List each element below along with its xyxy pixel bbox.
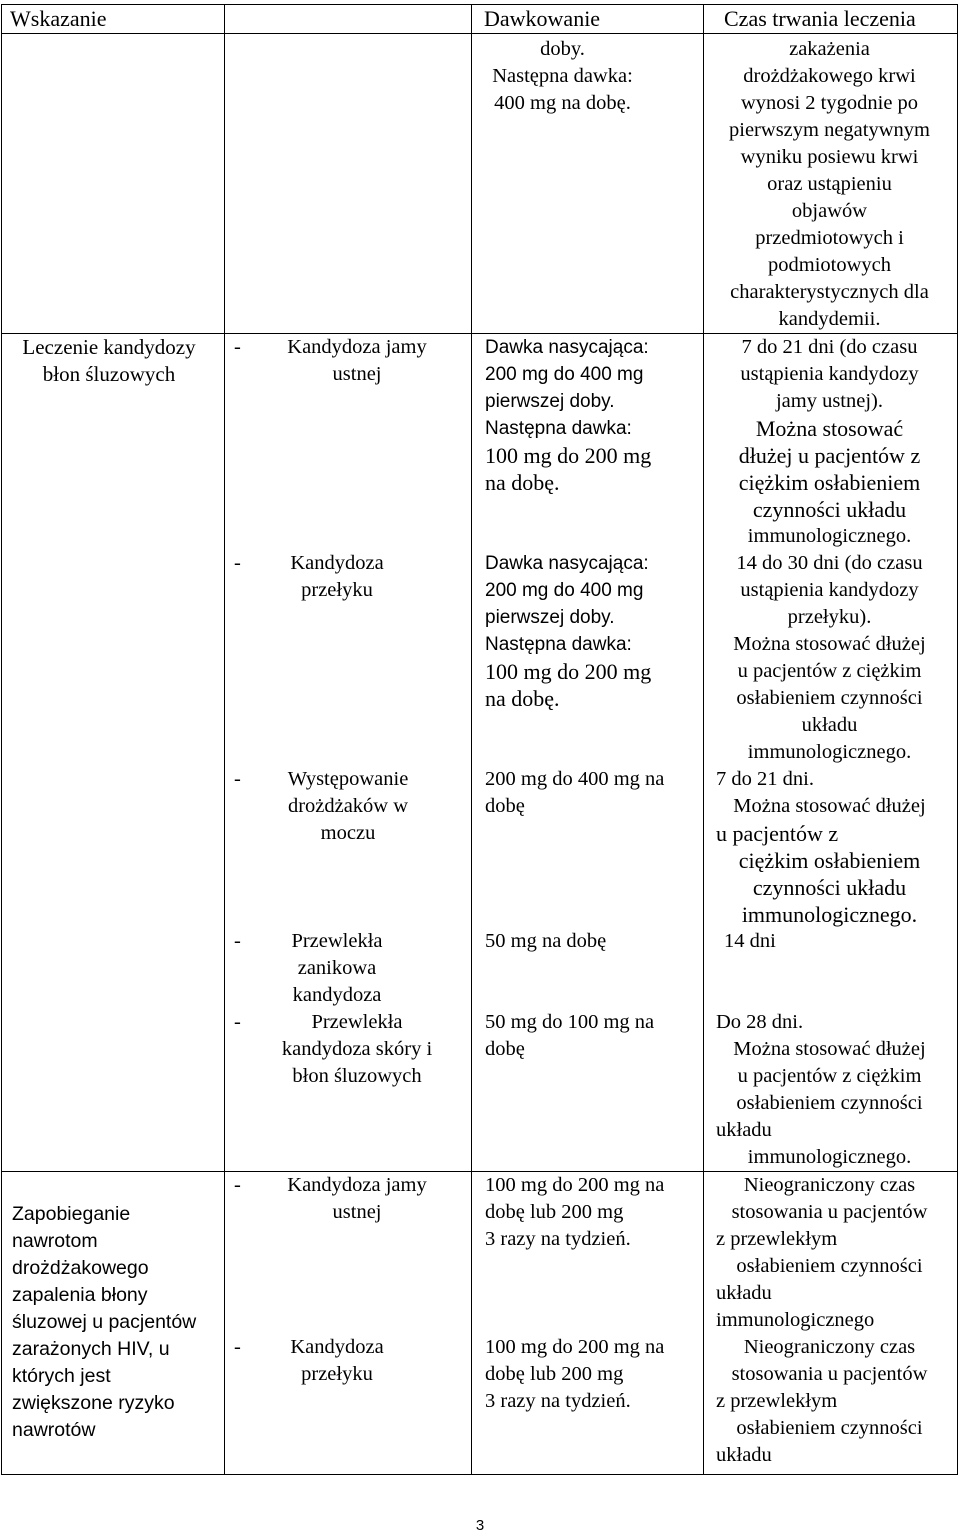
duration-line: osłabieniem czynności [736, 1092, 923, 1114]
duration-line: osłabieniem czynności [736, 1255, 923, 1277]
duration-line: osłabieniem czynności [736, 1417, 923, 1439]
sub-line: Przewlekła [311, 1011, 403, 1033]
duration-line: objawów [791, 200, 868, 222]
list-dash: - [234, 1336, 241, 1358]
cell-subindication [225, 550, 472, 766]
duration-line: Można stosować dłużej [733, 795, 926, 817]
cell-subindication [225, 1009, 472, 1172]
header-duration: Czas trwania leczenia [704, 5, 958, 34]
dose-line: Dawka nasycająca: [485, 553, 649, 574]
cell-dose [472, 334, 704, 551]
cell-subindication [225, 1172, 472, 1335]
duration-line: układu [801, 714, 858, 736]
duration-line: immunologicznego [716, 1309, 875, 1331]
duration-line: stosowania u pacjentów [731, 1201, 928, 1223]
sub-line: błon śluzowych [292, 1065, 422, 1087]
duration-line: jamy ustnej). [775, 390, 884, 412]
indication-line: nawrotom [12, 1230, 98, 1253]
dose-line: 400 mg na dobę. [494, 92, 631, 114]
table-row [2, 1009, 958, 1172]
duration-line: 14 do 30 dni (do czasu [736, 552, 923, 574]
cell-sub-empty [225, 34, 472, 334]
dose-line: 200 mg do 400 mg na [485, 768, 665, 790]
duration-line: stosowania u pacjentów [731, 1363, 928, 1385]
indication-line: błon śluzowych [42, 362, 176, 386]
sub-line: zanikowa [297, 957, 377, 979]
cell-indication [2, 1172, 225, 1475]
indication-line: śluzowej u pacjentów [12, 1311, 197, 1334]
dose-line: 100 mg do 200 mg [485, 443, 652, 468]
duration-line: drożdżakowego krwi [743, 65, 916, 87]
sub-line: Kandydoza [290, 552, 384, 574]
header-subindication [225, 5, 472, 34]
duration-line: podmiotowych [768, 254, 891, 276]
cell-duration [704, 550, 958, 766]
duration-line: przedmiotowych i [755, 227, 904, 249]
dose-line: Następna dawka: [485, 418, 632, 439]
cell-dose [472, 1334, 704, 1474]
indication-line: Zapobieganie [12, 1203, 131, 1226]
duration-line: immunologicznego. [741, 902, 918, 927]
dose-line: dobę lub 200 mg [485, 1201, 624, 1223]
sub-line: ustnej [332, 1201, 382, 1223]
dose-line: dobę [485, 1038, 525, 1060]
dose-line: 100 mg do 200 mg [485, 659, 652, 684]
duration-line: zakażenia [789, 38, 870, 60]
table-row [2, 34, 958, 334]
duration-line: ciężkim osłabieniem [738, 470, 921, 495]
dose-line: 200 mg do 400 mg [485, 580, 644, 601]
duration-line: osłabieniem czynności [736, 687, 923, 709]
indication-line: zapalenia błony [12, 1284, 148, 1307]
table-row [2, 334, 958, 551]
list-dash: - [234, 336, 241, 358]
sub-line: Kandydoza jamy [287, 336, 427, 358]
dose-line: pierwszej doby. [485, 607, 615, 628]
duration-line: charakterystycznych dla [730, 281, 929, 303]
duration-line: dłużej u pacjentów z [738, 443, 921, 468]
list-dash: - [234, 552, 241, 574]
sub-line: kandydoza skóry i [281, 1038, 433, 1060]
dose-line: pierwszej doby. [485, 391, 615, 412]
sub-line: Kandydoza [290, 1336, 384, 1358]
page-number: 3 [475, 1517, 485, 1534]
duration-line: ciężkim osłabieniem [738, 848, 921, 873]
cell-indication-empty [2, 34, 225, 334]
cell-dose [472, 1172, 704, 1335]
dose-line: dobę lub 200 mg [485, 1363, 624, 1385]
duration-line: u pacjentów z ciężkim [737, 1065, 922, 1087]
cell-subindication [225, 334, 472, 551]
cell-duration [704, 766, 958, 928]
duration-line: pierwszym negatywnym [729, 119, 930, 141]
cell-duration [704, 34, 958, 334]
dose-line: Dawka nasycająca: [485, 337, 649, 358]
dose-line: 200 mg do 400 mg [485, 364, 644, 385]
indication-line: których jest [12, 1365, 111, 1388]
duration-line: wyniku posiewu krwi [740, 146, 919, 168]
sub-line: Przewlekła [291, 930, 383, 952]
dose-line: 100 mg do 200 mg na [485, 1174, 665, 1196]
duration-line: czynności układu [752, 497, 907, 522]
sub-line: moczu [320, 822, 376, 844]
cell-dose [472, 1009, 704, 1172]
dose-line: 3 razy na tydzień. [485, 1390, 631, 1412]
duration-line: Można stosować dłużej [733, 633, 926, 655]
dose-line: Następna dawka: [492, 65, 633, 87]
list-dash: - [234, 1174, 241, 1196]
duration-line: z przewlekłym [716, 1390, 838, 1412]
list-dash: - [234, 768, 241, 790]
duration-line: Można stosować [755, 416, 904, 441]
table-header-row [2, 5, 958, 34]
duration-line: immunologicznego. [747, 741, 912, 763]
duration-line: wynosi 2 tygodnie po [740, 92, 919, 114]
duration-line: oraz ustąpieniu [767, 173, 892, 195]
cell-duration [704, 334, 958, 551]
dosage-table [1, 4, 958, 1475]
duration-line: u pacjentów z [716, 821, 839, 846]
indication-line: zwiększone ryzyko [12, 1392, 175, 1415]
cell-dose [472, 766, 704, 928]
cell-duration [704, 1334, 958, 1474]
sub-line: przełyku [301, 1363, 373, 1385]
cell-dose [472, 550, 704, 766]
sub-line: przełyku [301, 579, 373, 601]
sub-line: kandydoza [292, 984, 382, 1006]
cell-dose [472, 34, 704, 334]
dose-line: Następna dawka: [485, 634, 632, 655]
table-row [2, 766, 958, 928]
duration-line: przełyku). [787, 606, 872, 628]
cell-duration [704, 1009, 958, 1172]
list-dash: - [234, 930, 241, 952]
duration-line: ustąpienia kandydozy [740, 363, 919, 385]
duration-line: ustąpienia kandydozy [740, 579, 919, 601]
table-row [2, 1172, 958, 1335]
dose-line: 100 mg do 200 mg na [485, 1336, 665, 1358]
duration-line: układu [716, 1119, 772, 1141]
indication-line: zarażonych HIV, u [12, 1338, 170, 1361]
duration-line: kandydemii. [778, 308, 881, 330]
duration-line: immunologicznego. [747, 525, 912, 547]
sub-line: drożdżaków w [287, 795, 409, 817]
duration-line: Do 28 dni. [716, 1011, 804, 1033]
table-row [2, 550, 958, 766]
header-indication: Wskazanie [2, 5, 225, 34]
duration-line: czynności układu [752, 875, 907, 900]
duration-line: 7 do 21 dni. [716, 768, 814, 790]
duration-line: 7 do 21 dni (do czasu [741, 336, 918, 358]
table-row [2, 928, 958, 1009]
dose-line: 3 razy na tydzień. [485, 1228, 631, 1250]
dose-line: doby. [540, 38, 585, 60]
header-dosage: Dawkowanie [472, 5, 704, 34]
cell-subindication [225, 928, 472, 1009]
duration-line: 14 dni [724, 930, 776, 952]
dose-line: na dobę. [485, 686, 560, 711]
dose-line: na dobę. [485, 470, 560, 495]
dose-line: dobę [485, 795, 525, 817]
sub-line: Występowanie [287, 768, 409, 790]
dose-line: 50 mg do 100 mg na [485, 1011, 655, 1033]
duration-line: u pacjentów z ciężkim [737, 660, 922, 682]
cell-dose [472, 928, 704, 1009]
duration-line: Można stosować dłużej [733, 1038, 926, 1060]
list-dash: - [234, 1011, 241, 1033]
cell-duration [704, 1172, 958, 1335]
duration-line: układu [716, 1282, 772, 1304]
indication-line: nawrotów [12, 1419, 96, 1442]
duration-line: z przewlekłym [716, 1228, 838, 1250]
dose-line: 50 mg na dobę [485, 930, 607, 952]
duration-line: Nieograniczony czas [743, 1336, 916, 1358]
duration-line: Nieograniczony czas [743, 1174, 916, 1196]
duration-line: układu [716, 1444, 772, 1466]
cell-subindication [225, 766, 472, 928]
sub-line: Kandydoza jamy [287, 1174, 427, 1196]
indication-line: Leczenie kandydozy [22, 335, 196, 359]
cell-indication [2, 334, 225, 551]
indication-line: drożdżakowego [12, 1257, 149, 1280]
cell-subindication [225, 1334, 472, 1474]
cell-duration [704, 928, 958, 1009]
sub-line: ustnej [332, 363, 382, 385]
duration-line: immunologicznego. [747, 1146, 912, 1168]
